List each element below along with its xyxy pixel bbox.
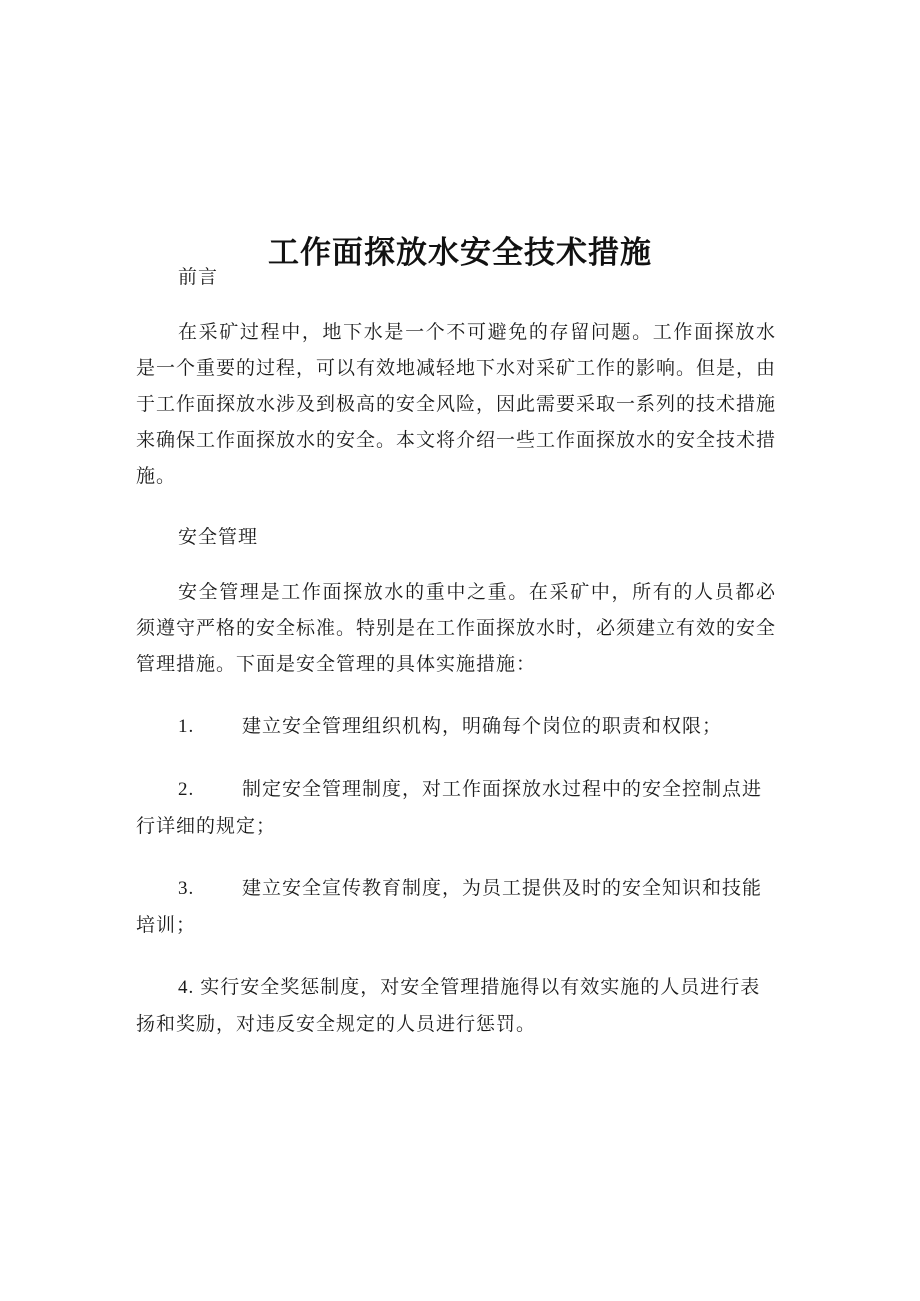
section-heading-safety-management: 安全管理 [178,526,259,548]
document-body [136,262,776,1042]
list-item [136,771,776,844]
preface-paragraph: 在采矿过程中，地下水是一个不可避免的存留问题。工作面探放水是一个重要的过程，可以有效地减轻地下水对采矿工作的影响。但是，由于工作面探放水涉及到极高的安全风险，因此需要采取一系列的技术措施来确保工作面探放水的安全。本文将介绍一些工作面探放水的安全技术措施。 [136,321,777,487]
list-item-number: 1. [178,716,195,737]
safety-management-paragraph: 安全管理是工作面探放水的重中之重。在采矿中，所有的人员都必须遵守严格的安全标准。特别是在工作面探放水时，必须建立有效的安全管理措施。下面是安全管理的具体实施措施： [136,581,777,675]
list-item-text: 实行安全奖惩制度，对安全管理措施得以有效实施的人员进行表扬和奖励，对违反安全规定的人员进行惩罚。 [136,976,761,1035]
list-item-text: 建立安全管理组织机构，明确每个岗位的职责和权限； [242,715,723,737]
list-item [136,969,776,1042]
list-item-number: 2. [178,779,195,800]
list-item [136,708,776,745]
list-item-text: 制定安全管理制度，对工作面探放水过程中的安全控制点进行详细的规定； [136,778,763,837]
section-heading-preface: 前言 [178,266,219,288]
document-title: 工作面探放水安全技术措施 [268,234,652,271]
list-item-number: 4. [178,977,195,998]
list-item-text: 建立安全宣传教育制度，为员工提供及时的安全知识和技能培训； [136,877,763,936]
list-item [136,870,776,943]
list-item-number: 3. [178,878,195,899]
